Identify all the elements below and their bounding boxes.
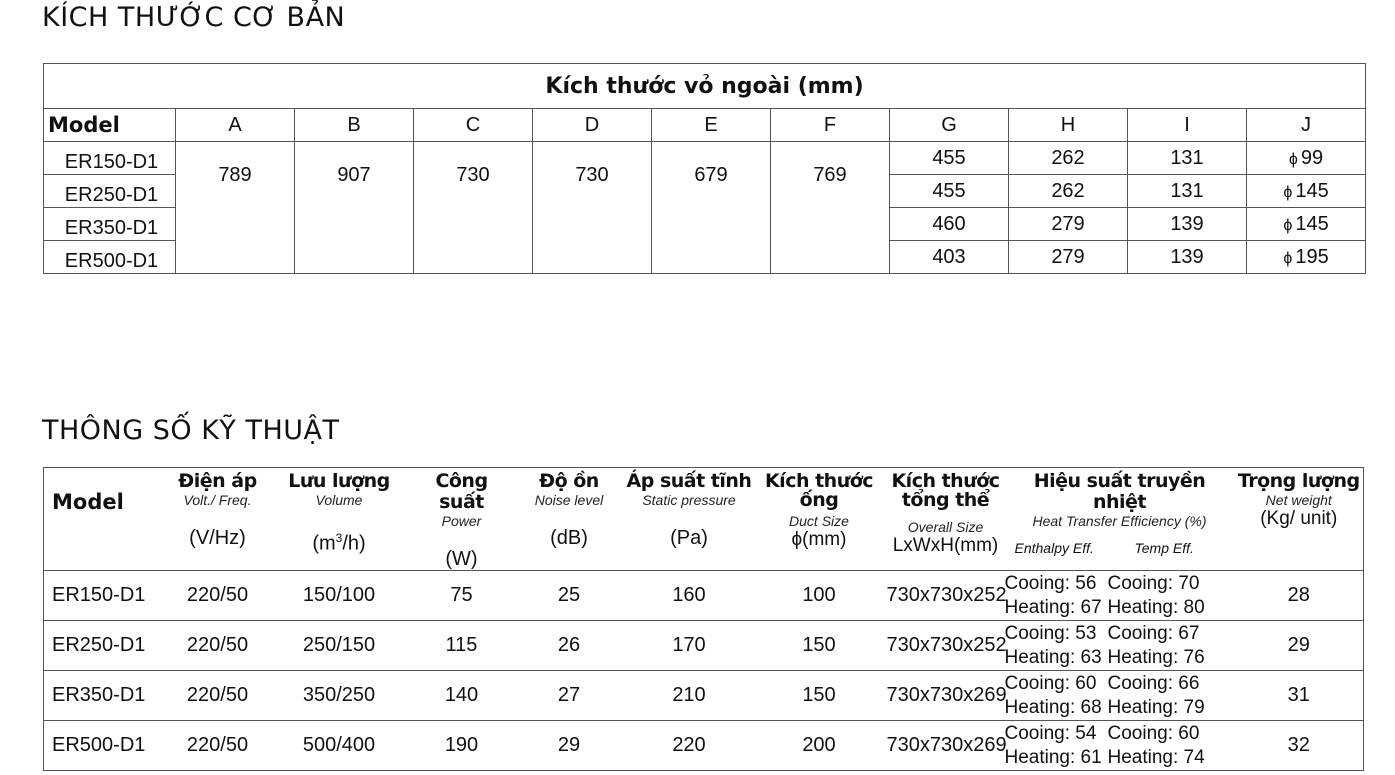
column-header: E (652, 109, 771, 142)
dimensions-caption: Kích thước vỏ ngoài (mm) (44, 64, 1366, 109)
column-header: H (1009, 109, 1128, 142)
pressure-value: 210 (627, 671, 752, 721)
phi-symbol: ϕ (1288, 150, 1298, 168)
spec-header-power (412, 468, 512, 571)
dim-e-value: 679 (652, 142, 771, 274)
volume-value: 150/100 (267, 571, 412, 621)
volume-unit-sup: 3 (335, 531, 343, 545)
efficiency-header-vi: Hiệu suất truyền nhiệt (1033, 470, 1206, 513)
temp-cooling: Cooing: 67 (1107, 622, 1200, 644)
noise-value: 29 (512, 721, 627, 771)
dim-g-value: 403 (890, 241, 1009, 274)
volume-unit-suffix: /h) (342, 532, 366, 555)
column-header: I (1128, 109, 1247, 142)
pressure-header-en: Static pressure (642, 492, 736, 508)
weight-value: 32 (1235, 721, 1364, 771)
power-value: 115 (412, 621, 512, 671)
model-name: ER500-D1 (44, 241, 176, 274)
phi-symbol: ϕ (1283, 183, 1293, 201)
dim-f-value: 769 (771, 142, 890, 274)
efficiency-value (1005, 721, 1235, 771)
model-name: ER350-D1 (44, 208, 176, 241)
noise-value: 25 (512, 571, 627, 621)
enthalpy-eff-label: Enthalpy Eff. (1014, 540, 1094, 556)
voltage-header-en: Volt./ Freq. (183, 492, 252, 508)
dimensions-table (43, 63, 1366, 274)
enthalpy-heating: Heating: 67 (1004, 596, 1102, 618)
duct-value: 100 (752, 571, 887, 621)
overall-value: 730x730x252 (887, 621, 1005, 671)
dim-a-value: 789 (176, 142, 295, 274)
column-header: J (1247, 109, 1366, 142)
section-title-specs: THÔNG SỐ KỸ THUẬT (42, 415, 340, 446)
table-row (44, 671, 1364, 721)
efficiency-value (1005, 671, 1235, 721)
dim-j-number: 145 (1295, 179, 1329, 202)
weight-value: 29 (1235, 621, 1364, 671)
volume-header-vi: Lưu lượng (288, 470, 390, 492)
power-header-en: Power (441, 513, 482, 529)
column-header: A (176, 109, 295, 142)
table-row (44, 621, 1364, 671)
enthalpy-heating: Heating: 68 (1004, 696, 1102, 718)
dim-i-value: 131 (1128, 142, 1247, 175)
spec-header-volume (267, 468, 412, 571)
duct-header-vi2: ống (799, 489, 839, 511)
temp-heating: Heating: 79 (1107, 696, 1205, 718)
dim-j-number: 99 (1300, 146, 1324, 169)
power-header-vi: Công suất (435, 470, 488, 513)
temp-heating: Heating: 74 (1107, 746, 1205, 768)
temp-cooling: Cooing: 66 (1107, 672, 1200, 694)
column-header: G (890, 109, 1009, 142)
volume-value: 250/150 (267, 621, 412, 671)
noise-header-vi: Độ ồn (539, 470, 599, 492)
volume-value: 350/250 (267, 671, 412, 721)
overall-value: 730x730x252 (887, 571, 1005, 621)
voltage-value: 220/50 (169, 571, 267, 621)
overall-header-vi2: tổng thể (901, 489, 990, 511)
weight-header-en: Net weight (1265, 492, 1332, 508)
noise-unit: (dB) (550, 527, 588, 549)
spec-header-noise (512, 468, 627, 571)
section-title-dimensions: KÍCH THƯỚC CƠ BẢN (42, 2, 346, 33)
spec-header-voltage (169, 468, 267, 571)
volume-unit-prefix: (m (312, 532, 336, 555)
voltage-header-vi: Điện áp (178, 470, 257, 492)
pressure-value: 160 (627, 571, 752, 621)
pressure-header-vi: Áp suất tĩnh (626, 470, 752, 492)
efficiency-value (1005, 571, 1235, 621)
spec-header-efficiency (1005, 468, 1235, 571)
weight-header-vi: Trọng lượng (1237, 470, 1360, 492)
spec-table (43, 467, 1364, 771)
dim-j-value (1247, 175, 1366, 208)
weight-value: 28 (1235, 571, 1364, 621)
enthalpy-cooling: Cooing: 54 (1004, 722, 1097, 744)
overall-value: 730x730x269 (887, 671, 1005, 721)
noise-value: 27 (512, 671, 627, 721)
phi-symbol: ϕ (1283, 249, 1293, 267)
dim-g-value: 455 (890, 175, 1009, 208)
voltage-value: 220/50 (169, 621, 267, 671)
duct-value: 150 (752, 671, 887, 721)
dim-j-number: 195 (1295, 245, 1329, 268)
enthalpy-heating: Heating: 61 (1004, 746, 1102, 768)
duct-value: 200 (752, 721, 887, 771)
table-row (44, 571, 1364, 621)
dim-j-value (1247, 208, 1366, 241)
dim-i-value: 139 (1128, 241, 1247, 274)
duct-header-en: Duct Size (789, 513, 849, 529)
spec-header-pressure (627, 468, 752, 571)
efficiency-value (1005, 621, 1235, 671)
volume-unit (267, 527, 412, 555)
spec-header-duct (752, 468, 887, 571)
efficiency-header-en: Heat Transfer Efficiency (%) (1032, 513, 1207, 529)
overall-header-en: Overall Size (907, 519, 984, 535)
column-header: F (771, 109, 890, 142)
temp-cooling: Cooing: 70 (1107, 572, 1200, 594)
overall-header-vi1: Kích thước (891, 470, 1000, 492)
dim-h-value: 262 (1009, 142, 1128, 175)
duct-header-vi1: Kích thước (764, 470, 874, 492)
model-name: ER150-D1 (44, 571, 169, 621)
model-name: ER150-D1 (44, 142, 176, 175)
dim-b-value: 907 (295, 142, 414, 274)
power-value: 140 (412, 671, 512, 721)
dim-j-value (1247, 142, 1366, 175)
temp-heating: Heating: 80 (1107, 596, 1205, 618)
dim-j-value (1247, 241, 1366, 274)
temp-cooling: Cooing: 60 (1107, 722, 1200, 744)
model-name: ER350-D1 (44, 671, 169, 721)
column-header: C (414, 109, 533, 142)
enthalpy-heating: Heating: 63 (1004, 646, 1102, 668)
dim-i-value: 131 (1128, 175, 1247, 208)
noise-header-en: Noise level (534, 492, 604, 508)
dim-h-value: 262 (1009, 175, 1128, 208)
dim-d-value: 730 (533, 142, 652, 274)
voltage-unit: (V/Hz) (189, 527, 246, 549)
overall-unit: LxWxH(mm) (892, 535, 999, 556)
dim-i-value: 139 (1128, 208, 1247, 241)
column-header: D (533, 109, 652, 142)
power-value: 75 (412, 571, 512, 621)
phi-symbol: ϕ (1283, 216, 1293, 234)
pressure-unit: (Pa) (670, 527, 708, 549)
weight-unit: (Kg/ unit) (1260, 508, 1338, 529)
enthalpy-cooling: Cooing: 56 (1004, 572, 1097, 594)
enthalpy-cooling: Cooing: 60 (1004, 672, 1097, 694)
dim-c-value: 730 (414, 142, 533, 274)
duct-unit: ϕ(mm) (791, 529, 847, 550)
volume-value: 500/400 (267, 721, 412, 771)
dim-h-value: 279 (1009, 241, 1128, 274)
spec-header-model (44, 468, 169, 571)
model-name: ER250-D1 (44, 621, 169, 671)
power-value: 190 (412, 721, 512, 771)
spec-header-overall (887, 468, 1005, 571)
enthalpy-cooling: Cooing: 53 (1004, 622, 1097, 644)
dim-h-value: 279 (1009, 208, 1128, 241)
pressure-value: 220 (627, 721, 752, 771)
power-unit: (W) (445, 548, 478, 570)
dim-g-value: 455 (890, 142, 1009, 175)
volume-header-en: Volume (315, 492, 363, 508)
model-name: ER500-D1 (44, 721, 169, 771)
temp-heating: Heating: 76 (1107, 646, 1205, 668)
model-name: ER250-D1 (44, 175, 176, 208)
model-header-label: Model (52, 490, 124, 514)
temp-eff-label: Temp Eff. (1134, 540, 1194, 556)
model-header: Model (44, 109, 176, 142)
spec-header-weight (1235, 468, 1364, 571)
table-row (44, 721, 1364, 771)
pressure-value: 170 (627, 621, 752, 671)
duct-value: 150 (752, 621, 887, 671)
overall-value: 730x730x269 (887, 721, 1005, 771)
weight-value: 31 (1235, 671, 1364, 721)
noise-value: 26 (512, 621, 627, 671)
column-header: B (295, 109, 414, 142)
dim-j-number: 145 (1295, 212, 1329, 235)
voltage-value: 220/50 (169, 671, 267, 721)
voltage-value: 220/50 (169, 721, 267, 771)
dim-g-value: 460 (890, 208, 1009, 241)
